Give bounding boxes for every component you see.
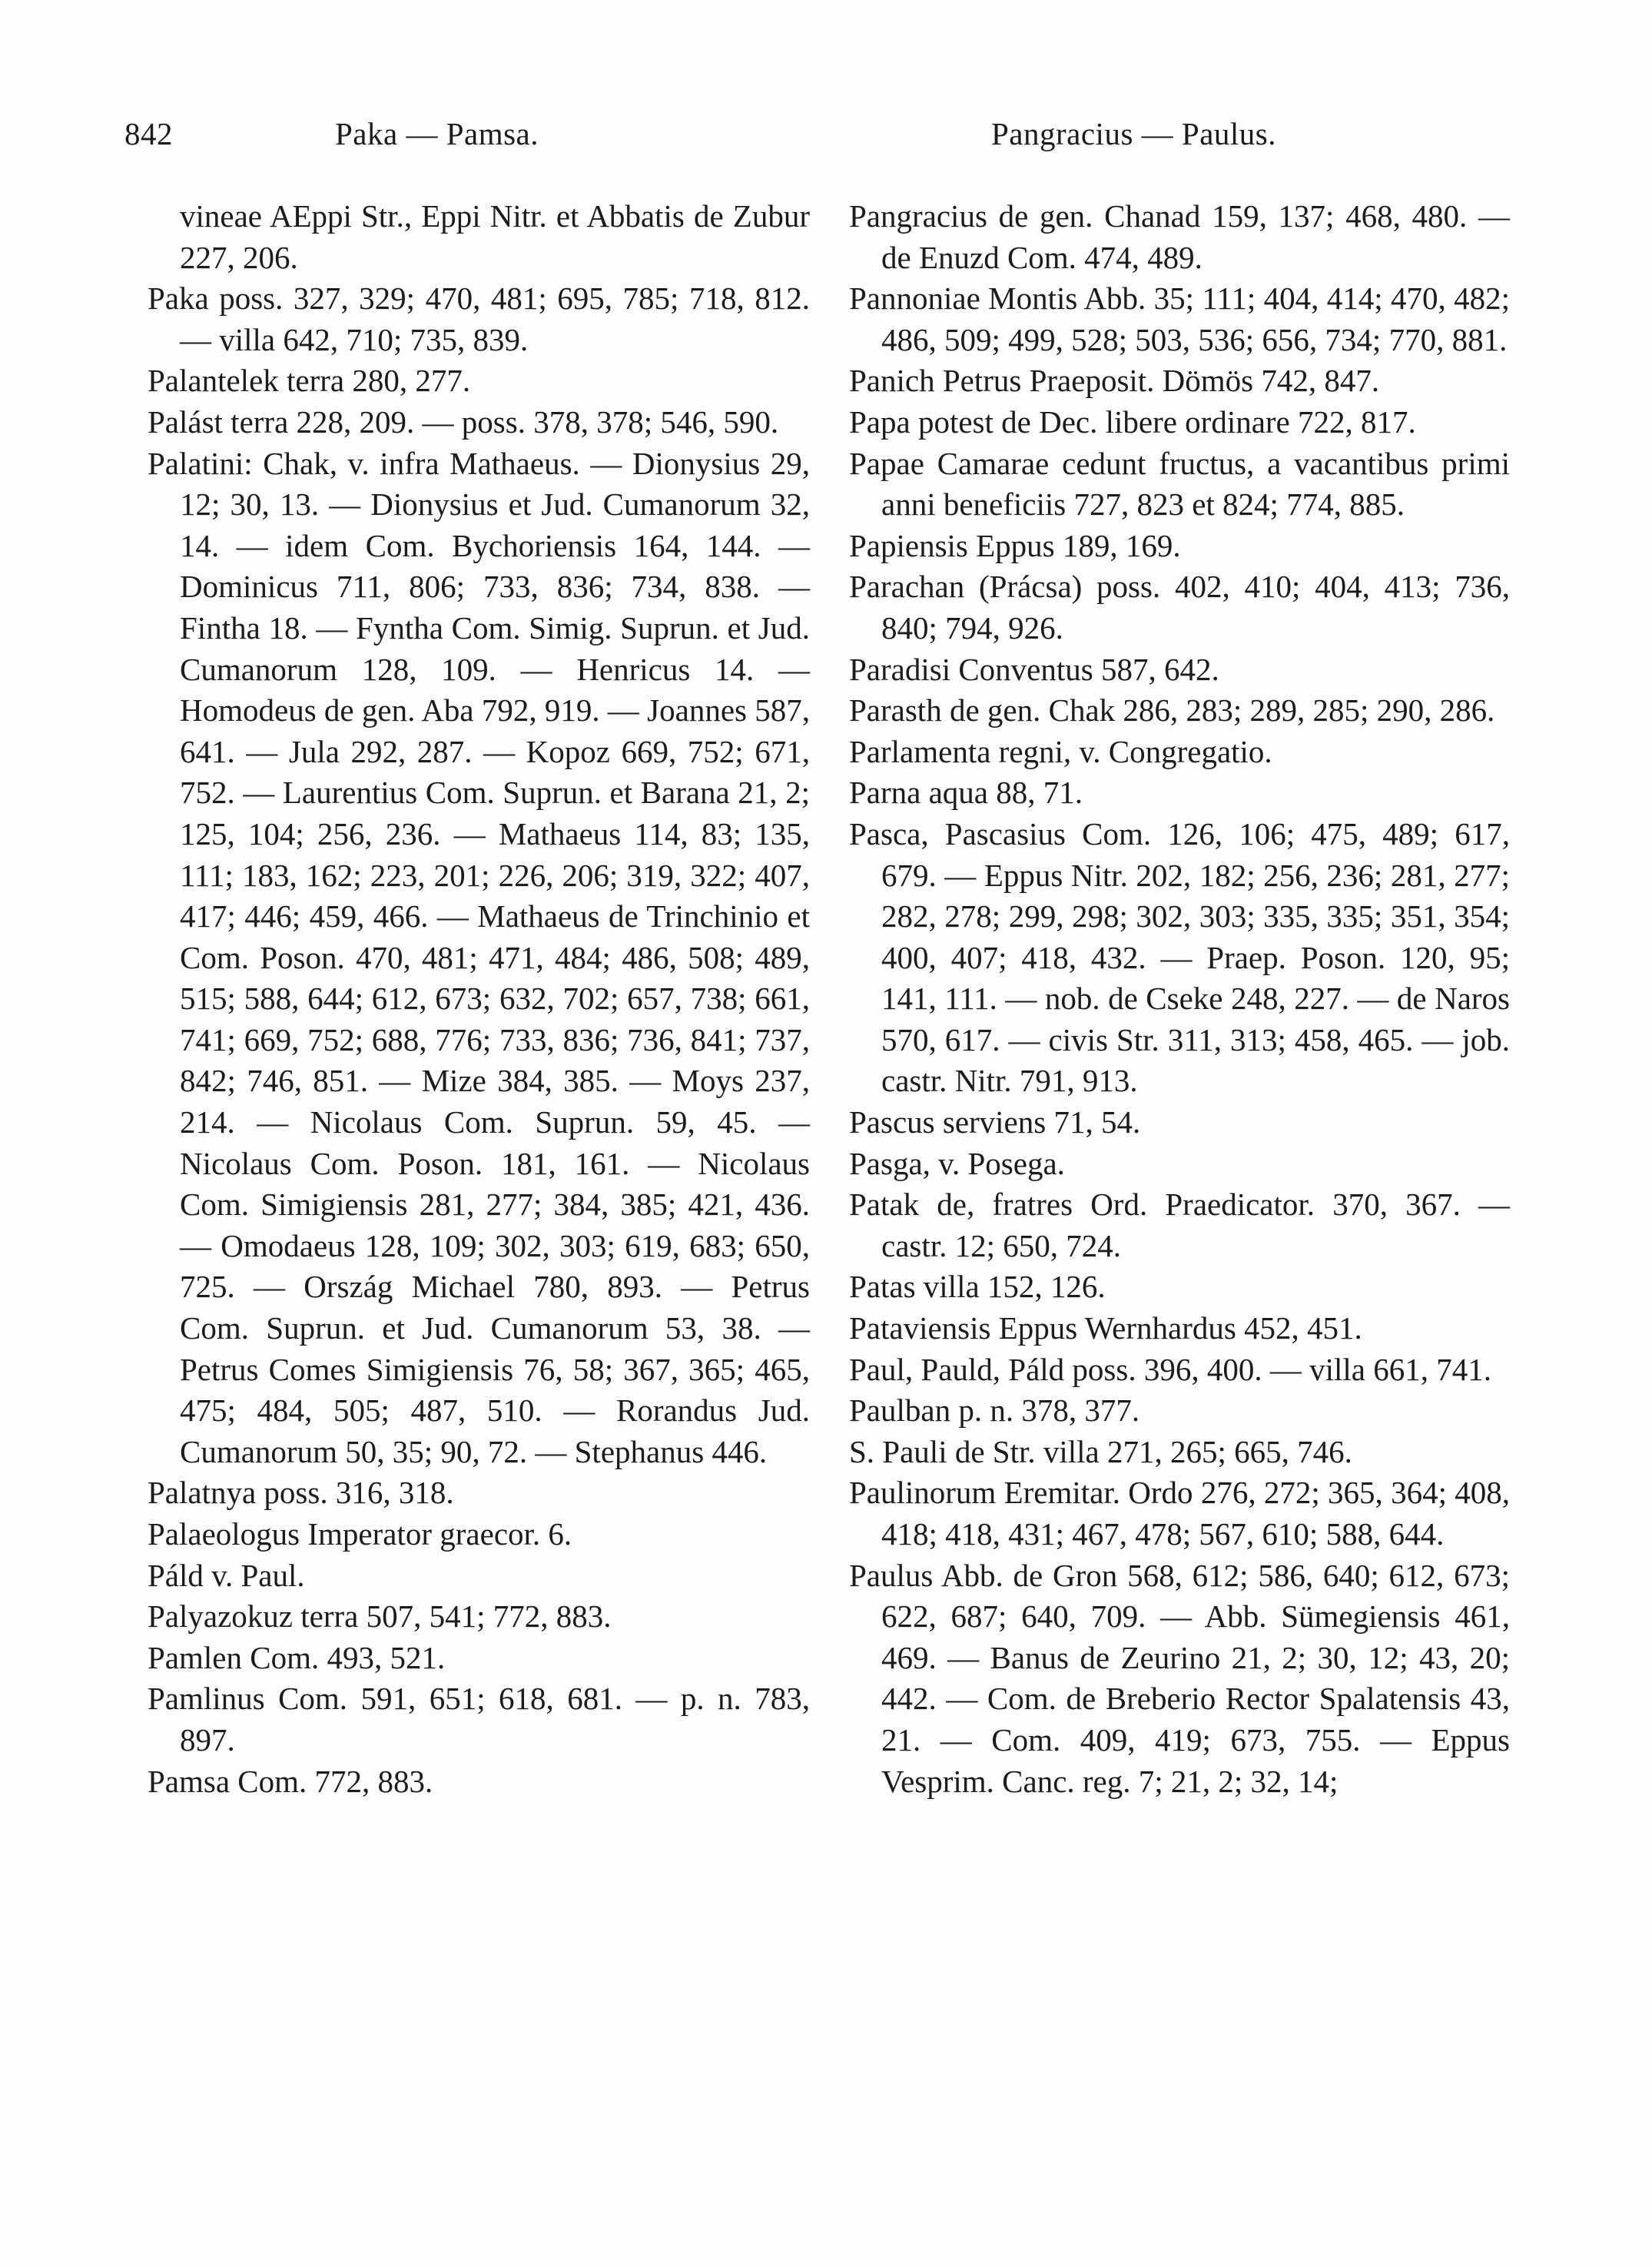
index-entry: Paul, Pauld, Páld poss. 396, 400. — villa 661, 741. bbox=[849, 1351, 1491, 1387]
index-entry: Patak de, fratres Ord. Praedicator. 370, 367. — castr. 12; 650, 724. bbox=[849, 1187, 1510, 1263]
index-entry: Pannoniae Montis Abb. 35; 111; 404, 414; 470, 482; 486, 509; 499, 528; 503, 536; 656, 734; 770, 881. bbox=[849, 280, 1510, 357]
left-running-head: Paka — Pamsa. bbox=[335, 116, 539, 151]
index-entry: Papa potest de Dec. libere ordinare 722, 817. bbox=[849, 403, 1416, 440]
index-entry: Panich Petrus Praeposit. Dömös 742, 847. bbox=[849, 363, 1380, 399]
index-entry: Parlamenta regni, v. Congregatio. bbox=[849, 733, 1272, 769]
index-entry: Paulinorum Eremitar. Ordo 276, 272; 365, 364; 408, 418; 418, 431; 467, 478; 567, 610; 588, 644. bbox=[849, 1475, 1510, 1552]
index-entry: Paulus Abb. de Gron 568, 612; 586, 640; 612, 673; 622, 687; 640, 709. — Abb. Sümegiensis 461, 469. — Banus de Zeurino 21, 2; 30, 12; 43, 20; 442. — Com. de Breberio Rector Spalatensis 43, 21. — Com. 409, 419; 673, 755. — Eppus Vesprim. Canc. reg. 7; 21, 2; 32, 14; bbox=[849, 1557, 1510, 1799]
index-entry: Palaeologus Imperator graecor. 6. bbox=[148, 1516, 572, 1552]
right-column bbox=[849, 196, 1510, 1802]
index-entry: Papiensis Eppus 189, 169. bbox=[849, 527, 1181, 563]
index-entry: Palyazokuz terra 507, 541; 772, 883. bbox=[148, 1598, 612, 1635]
index-entry: Pataviensis Eppus Wernhardus 452, 451. bbox=[849, 1310, 1362, 1346]
index-entry: Papae Camarae cedunt fructus, a vacantibus primi anni beneficiis 727, 823 et 824; 774, 885. bbox=[849, 445, 1510, 523]
index-entry: Pasga, v. Posega. bbox=[849, 1145, 1065, 1181]
index-entry: S. Pauli de Str. villa 271, 265; 665, 746. bbox=[849, 1433, 1352, 1469]
index-entry: Paradisi Conventus 587, 642. bbox=[849, 651, 1219, 687]
index-entry: Palatini: Chak, v. infra Mathaeus. — Dionysius 29, 12; 30, 13. — Dionysius et Jud. Cumanorum 32, 14. — idem Com. Bychoriensis 164, 144. — Dominicus 711, 806; 733, 836; 734, 838. — Fintha 18. — Fyntha Com. Simig. Suprun. et Jud. Cumanorum 128, 109. — Henricus 14. — Homodeus de gen. Aba 792, 919. — Joannes 587, 641. — Jula 292, 287. — Kopoz 669, 752; 671, 752. — Laurentius Com. Suprun. et Barana 21, 2; 125, 104; 256, 236. — Mathaeus 114, 83; 135, 111; 183, 162; 223, 201; 226, 206; 319, 322; 407, 417; 446; 459, 466. — Mathaeus de Trinchinio et Com. Poson. 470, 481; 471, 484; 486, 508; 489, 515; 588, 644; 612, 673; 632, 702; 657, 738; 661, 741; 669, 752; 688, 776; 733, 836; 736, 841; 737, 842; 746, 851. — Mize 384, 385. — Moys 237, 214. — Nicolaus Com. Suprun. 59, 45. — Nicolaus Com. Poson. 181, 161. — Nicolaus Com. Simigiensis 281, 277; 384, 385; 421, 436. — Omodaeus 128, 109; 302, 303; 619, 683; 650, 725. — Ország Michael 780, 893. — Petrus Com. Suprun. et Jud. Cumanorum 53, 38. — Petrus Comes Simigiensis 76, 58; 367, 365; 465, 475; 484, 505; 487, 510. — Rorandus Jud. Cumanorum 50, 35; 90, 72. — Stephanus 446. bbox=[148, 445, 810, 1469]
index-entry: Patas villa 152, 126. bbox=[849, 1269, 1106, 1305]
index-entry: Palantelek terra 280, 277. bbox=[148, 363, 471, 399]
page-number: 842 bbox=[124, 116, 173, 151]
index-entry: Páld v. Paul. bbox=[148, 1557, 305, 1593]
index-entry: Palatnya poss. 316, 318. bbox=[148, 1475, 454, 1511]
index-entry: Parachan (Prácsa) poss. 402, 410; 404, 413; 736, 840; 794, 926. bbox=[849, 569, 1510, 646]
right-running-head: Pangracius — Paulus. bbox=[991, 116, 1276, 151]
index-entry: Paka poss. 327, 329; 470, 481; 695, 785; 718, 812. — villa 642, 710; 735, 839. bbox=[148, 280, 810, 357]
index-entry: Pangracius de gen. Chanad 159, 137; 468, 480. — de Enuzd Com. 474, 489. bbox=[849, 198, 1510, 275]
index-entry: Paulban p. n. 378, 377. bbox=[849, 1392, 1140, 1429]
index-entry: Pamlen Com. 493, 521. bbox=[148, 1639, 446, 1675]
index-entry: Parna aqua 88, 71. bbox=[849, 775, 1083, 811]
index-entry: Parasth de gen. Chak 286, 283; 289, 285; 290, 286. bbox=[849, 692, 1495, 729]
left-column bbox=[148, 196, 810, 1802]
index-entry: vineae AEppi Str., Eppi Nitr. et Abbatis de Zubur 227, 206. bbox=[180, 198, 810, 275]
index-entry: Pamlinus Com. 591, 651; 618, 681. — p. n. 783, 897. bbox=[148, 1681, 810, 1758]
running-head bbox=[0, 115, 1652, 161]
index-entry: Pasca, Pascasius Com. 126, 106; 475, 489; 617, 679. — Eppus Nitr. 202, 182; 256, 236; 281, 277; 282, 278; 299, 298; 302, 303; 335, 335; 351, 354; 400, 407; 418, 432. — Praep. Poson. 120, 95; 141, 111. — nob. de Cseke 248, 227. — de Naros 570, 617. — civis Str. 311, 313; 458, 465. — job. castr. Nitr. 791, 913. bbox=[849, 815, 1510, 1099]
index-entry: Palást terra 228, 209. — poss. 378, 378; 546, 590. bbox=[148, 403, 779, 440]
index-entry: Pascus serviens 71, 54. bbox=[849, 1104, 1141, 1140]
index-entry: Pamsa Com. 772, 883. bbox=[148, 1763, 433, 1799]
